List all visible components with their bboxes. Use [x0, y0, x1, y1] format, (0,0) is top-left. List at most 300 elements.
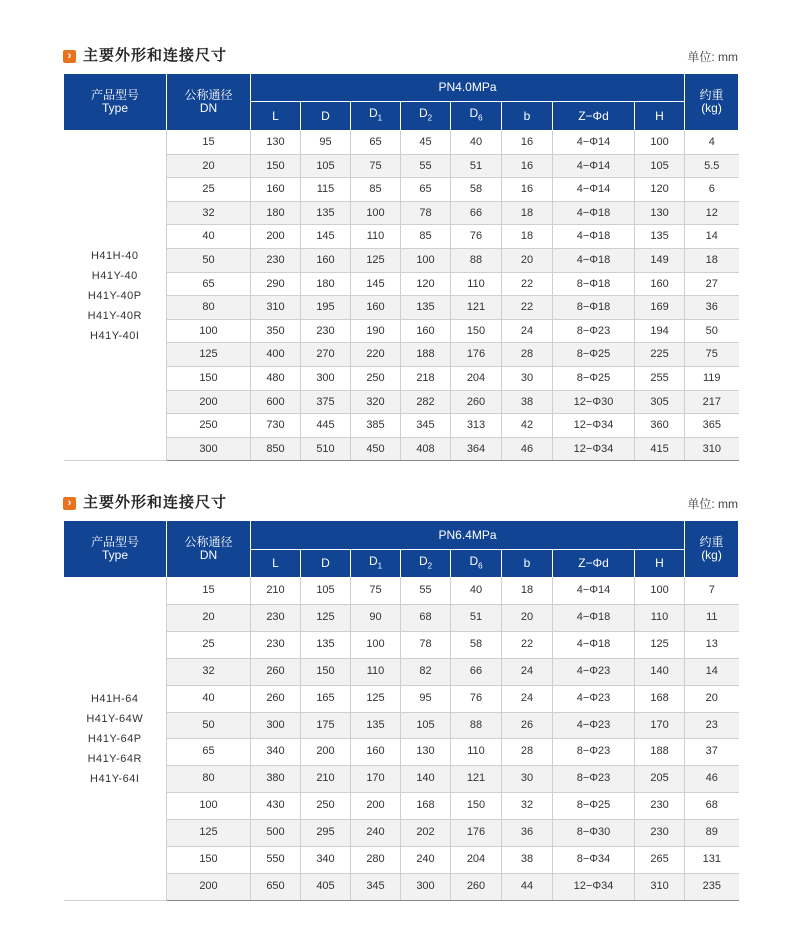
table-cell: 18 — [502, 225, 553, 249]
table-cell: 22 — [502, 296, 553, 320]
table-cell: 8−Φ30 — [553, 820, 635, 847]
table-cell: 600 — [251, 390, 301, 414]
table-cell: 175 — [301, 712, 351, 739]
table-cell: 121 — [451, 766, 502, 793]
table-cell: 345 — [351, 873, 401, 900]
table-cell: 140 — [635, 658, 685, 685]
table-cell: 260 — [451, 873, 502, 900]
table-cell: 4 — [685, 131, 739, 155]
table-cell: 140 — [401, 766, 451, 793]
table-cell: 100 — [351, 201, 401, 225]
table-cell: 20 — [167, 604, 251, 631]
table-cell: 36 — [685, 296, 739, 320]
table-cell: 255 — [635, 366, 685, 390]
table-cell: 176 — [451, 343, 502, 367]
table-cell: 85 — [351, 178, 401, 202]
table-cell: 27 — [685, 272, 739, 296]
table-cell: 12−Φ34 — [553, 873, 635, 900]
header-col-1: D — [301, 550, 351, 578]
table-cell: 340 — [301, 847, 351, 874]
header-type-cn: 产品型号 — [90, 535, 139, 549]
table-cell: 190 — [351, 319, 401, 343]
table-cell: 65 — [401, 178, 451, 202]
table-cell: 235 — [685, 873, 739, 900]
table-cell: 125 — [301, 604, 351, 631]
table-cell: 160 — [351, 296, 401, 320]
table-cell: 105 — [635, 154, 685, 178]
table-cell: 217 — [685, 390, 739, 414]
header-col-4: $D_6$ — [451, 550, 502, 578]
table-cell: 46 — [685, 766, 739, 793]
table-cell: 180 — [301, 272, 351, 296]
table-cell: 150 — [451, 793, 502, 820]
table-cell: 76 — [451, 225, 502, 249]
table-cell: 95 — [401, 685, 451, 712]
table-cell: 40 — [451, 578, 502, 605]
table-cell: 310 — [685, 437, 739, 461]
table-cell: 30 — [502, 366, 553, 390]
table-cell: 400 — [251, 343, 301, 367]
table-cell: 105 — [401, 712, 451, 739]
table-cell: 170 — [351, 766, 401, 793]
table-cell: 40 — [167, 685, 251, 712]
table-cell: 230 — [251, 604, 301, 631]
table-cell: 850 — [251, 437, 301, 461]
table-cell: 88 — [451, 248, 502, 272]
header-col-0: L — [251, 550, 301, 578]
table-cell: 4−Φ14 — [553, 154, 635, 178]
table-cell: 14 — [685, 225, 739, 249]
table-cell: 260 — [251, 658, 301, 685]
table-cell: 66 — [451, 201, 502, 225]
table-cell: 6 — [685, 178, 739, 202]
table-cell: 364 — [451, 437, 502, 461]
table-cell: 180 — [251, 201, 301, 225]
table-cell: 4−Φ18 — [553, 631, 635, 658]
header-dn-cn: 公称通径 — [184, 535, 233, 549]
table-cell: 295 — [301, 820, 351, 847]
table-cell: 50 — [167, 248, 251, 272]
table-cell: 100 — [167, 793, 251, 820]
table-cell: 160 — [401, 319, 451, 343]
table-cell: 110 — [451, 739, 502, 766]
table-cell: 24 — [502, 319, 553, 343]
header-type — [64, 521, 167, 578]
type-item: H41Y-64W — [86, 712, 144, 725]
type-item: H41Y-64P — [87, 732, 142, 745]
table-cell: 7 — [685, 578, 739, 605]
header-col-7: H — [635, 550, 685, 578]
header-col-5: b — [502, 102, 553, 131]
table-cell: 450 — [351, 437, 401, 461]
table-cell: 95 — [301, 131, 351, 155]
table-cell: 125 — [167, 820, 251, 847]
table-cell: 28 — [502, 343, 553, 367]
table-cell: 26 — [502, 712, 553, 739]
table-cell: 125 — [635, 631, 685, 658]
table-cell: 205 — [635, 766, 685, 793]
table-cell: 160 — [351, 739, 401, 766]
table-cell: 22 — [502, 631, 553, 658]
header-dn — [167, 74, 251, 131]
table-cell: 150 — [167, 847, 251, 874]
header-pressure: PN6.4MPa — [251, 521, 685, 550]
section-heading — [63, 493, 738, 513]
table-cell: 200 — [301, 739, 351, 766]
table-cell: 4−Φ18 — [553, 604, 635, 631]
table-cell: 18 — [502, 578, 553, 605]
header-weight-cn: 约重 — [699, 535, 724, 549]
table-cell: 4−Φ23 — [553, 712, 635, 739]
table-cell: 88 — [451, 712, 502, 739]
header-weight — [685, 521, 739, 578]
table-cell: 16 — [502, 131, 553, 155]
table-cell: 36 — [502, 820, 553, 847]
type-item: H41Y-64I — [90, 772, 140, 785]
table-cell: 100 — [167, 319, 251, 343]
table-cell: 160 — [635, 272, 685, 296]
header-weight — [685, 74, 739, 131]
table-cell: 121 — [451, 296, 502, 320]
table-cell: 89 — [685, 820, 739, 847]
table-cell: 131 — [685, 847, 739, 874]
table-cell: 5.5 — [685, 154, 739, 178]
table-cell: 58 — [451, 178, 502, 202]
table-cell: 80 — [167, 766, 251, 793]
table-cell: 4−Φ14 — [553, 131, 635, 155]
table-cell: 210 — [301, 766, 351, 793]
table-cell: 65 — [351, 131, 401, 155]
table-cell: 145 — [351, 272, 401, 296]
table-cell: 176 — [451, 820, 502, 847]
table-cell: 408 — [401, 437, 451, 461]
table-cell: 68 — [685, 793, 739, 820]
table-cell: 82 — [401, 658, 451, 685]
table-cell: 230 — [635, 793, 685, 820]
header-type — [64, 74, 167, 131]
table-cell: 38 — [502, 390, 553, 414]
type-list — [64, 578, 167, 901]
table-cell: 149 — [635, 248, 685, 272]
table-cell: 260 — [251, 685, 301, 712]
table-cell: 280 — [351, 847, 401, 874]
table-cell: 480 — [251, 366, 301, 390]
table-cell: 100 — [401, 248, 451, 272]
table-cell: 204 — [451, 366, 502, 390]
table-cell: 430 — [251, 793, 301, 820]
table-cell: 345 — [401, 414, 451, 438]
table-cell: 8−Φ25 — [553, 343, 635, 367]
table-cell: 51 — [451, 604, 502, 631]
table-cell: 220 — [351, 343, 401, 367]
table-cell: 135 — [401, 296, 451, 320]
table-cell: 290 — [251, 272, 301, 296]
table-cell: 8−Φ34 — [553, 847, 635, 874]
table-cell: 169 — [635, 296, 685, 320]
table-cell: 8−Φ18 — [553, 296, 635, 320]
table-cell: 415 — [635, 437, 685, 461]
table-cell: 105 — [301, 154, 351, 178]
type-item: H41H-40 — [90, 249, 139, 262]
table-cell: 65 — [167, 272, 251, 296]
table-cell: 300 — [401, 873, 451, 900]
table-cell: 46 — [502, 437, 553, 461]
header-type-en: Type — [101, 101, 128, 115]
header-type-en: Type — [101, 548, 128, 562]
spec-table — [63, 73, 739, 461]
table-cell: 4−Φ18 — [553, 248, 635, 272]
table-cell: 300 — [167, 437, 251, 461]
header-dn-en: DN — [199, 548, 218, 562]
table-cell: 160 — [251, 178, 301, 202]
table-cell: 4−Φ14 — [553, 578, 635, 605]
table-cell: 365 — [685, 414, 739, 438]
table-cell: 250 — [167, 414, 251, 438]
header-type-cn: 产品型号 — [90, 88, 139, 102]
table-cell: 32 — [502, 793, 553, 820]
table-cell: 23 — [685, 712, 739, 739]
table-cell: 50 — [167, 712, 251, 739]
table-cell: 51 — [451, 154, 502, 178]
table-cell: 380 — [251, 766, 301, 793]
table-cell: 195 — [301, 296, 351, 320]
table-cell: 360 — [635, 414, 685, 438]
table-cell: 125 — [167, 343, 251, 367]
table-cell: 230 — [301, 319, 351, 343]
table-cell: 15 — [167, 131, 251, 155]
table-cell: 204 — [451, 847, 502, 874]
table-cell: 12 — [685, 201, 739, 225]
table-cell: 120 — [401, 272, 451, 296]
table-cell: 55 — [401, 154, 451, 178]
table-cell: 20 — [167, 154, 251, 178]
table-cell: 200 — [167, 390, 251, 414]
table-cell: 375 — [301, 390, 351, 414]
header-weight-unit: (kg) — [701, 548, 722, 562]
table-cell: 30 — [502, 766, 553, 793]
table-cell: 25 — [167, 631, 251, 658]
table-cell: 230 — [251, 631, 301, 658]
table-cell: 8−Φ23 — [553, 739, 635, 766]
table-cell: 8−Φ23 — [553, 319, 635, 343]
table-cell: 260 — [451, 390, 502, 414]
table-cell: 135 — [635, 225, 685, 249]
table-cell: 150 — [167, 366, 251, 390]
spec-section-pn64 — [63, 493, 738, 892]
table-cell: 15 — [167, 578, 251, 605]
table-cell: 200 — [251, 225, 301, 249]
table-cell: 110 — [635, 604, 685, 631]
unit-label: 单位: mm — [687, 50, 738, 64]
table-cell: 50 — [685, 319, 739, 343]
table-cell: 28 — [502, 739, 553, 766]
table-cell: 75 — [351, 578, 401, 605]
table-cell: 24 — [502, 658, 553, 685]
table-cell: 18 — [685, 248, 739, 272]
table-cell: 8−Φ23 — [553, 766, 635, 793]
table-cell: 25 — [167, 178, 251, 202]
table-cell: 160 — [301, 248, 351, 272]
table-cell: 130 — [401, 739, 451, 766]
table-cell: 40 — [167, 225, 251, 249]
table-cell: 4−Φ18 — [553, 225, 635, 249]
table-cell: 44 — [502, 873, 553, 900]
table-cell: 78 — [401, 201, 451, 225]
table-cell: 4−Φ23 — [553, 685, 635, 712]
table-cell: 42 — [502, 414, 553, 438]
table-cell: 150 — [251, 154, 301, 178]
chevron-right-icon: › — [63, 497, 76, 510]
table-cell: 135 — [301, 201, 351, 225]
table-cell: 13 — [685, 631, 739, 658]
table-cell: 168 — [635, 685, 685, 712]
table-cell: 115 — [301, 178, 351, 202]
table-cell: 119 — [685, 366, 739, 390]
table-cell: 4−Φ18 — [553, 201, 635, 225]
table-cell: 445 — [301, 414, 351, 438]
table-cell: 265 — [635, 847, 685, 874]
table-cell: 210 — [251, 578, 301, 605]
header-dn — [167, 521, 251, 578]
table-cell: 68 — [401, 604, 451, 631]
header-col-4: $D_6$ — [451, 102, 502, 131]
table-cell: 130 — [251, 131, 301, 155]
type-item: H41Y-40P — [87, 289, 142, 302]
header-weight-unit: (kg) — [701, 101, 722, 115]
table-cell: 120 — [635, 178, 685, 202]
table-cell: 20 — [502, 604, 553, 631]
table-cell: 313 — [451, 414, 502, 438]
table-row — [64, 131, 739, 155]
table-cell: 340 — [251, 739, 301, 766]
table-cell: 110 — [351, 658, 401, 685]
table-cell: 300 — [251, 712, 301, 739]
table-cell: 100 — [351, 631, 401, 658]
table-cell: 76 — [451, 685, 502, 712]
table-cell: 300 — [301, 366, 351, 390]
table-cell: 32 — [167, 658, 251, 685]
table-cell: 8−Φ25 — [553, 366, 635, 390]
table-cell: 20 — [685, 685, 739, 712]
table-cell: 78 — [401, 631, 451, 658]
table-cell: 12−Φ34 — [553, 437, 635, 461]
table-cell: 405 — [301, 873, 351, 900]
table-cell: 45 — [401, 131, 451, 155]
table-cell: 200 — [167, 873, 251, 900]
table-cell: 250 — [301, 793, 351, 820]
table-cell: 320 — [351, 390, 401, 414]
table-cell: 65 — [167, 739, 251, 766]
header-col-2: $D_1$ — [351, 102, 401, 131]
header-col-6: Z−Φd — [553, 550, 635, 578]
table-cell: 100 — [635, 131, 685, 155]
table-cell: 150 — [451, 319, 502, 343]
header-col-3: $D_2$ — [401, 102, 451, 131]
table-cell: 305 — [635, 390, 685, 414]
table-cell: 225 — [635, 343, 685, 367]
table-cell: 282 — [401, 390, 451, 414]
header-col-1: D — [301, 102, 351, 131]
header-col-7: H — [635, 102, 685, 131]
table-cell: 650 — [251, 873, 301, 900]
table-cell: 150 — [301, 658, 351, 685]
type-item: H41Y-40R — [87, 309, 142, 322]
table-cell: 240 — [401, 847, 451, 874]
type-item: H41H-64 — [90, 692, 139, 705]
table-cell: 75 — [685, 343, 739, 367]
table-cell: 135 — [351, 712, 401, 739]
table-cell: 250 — [351, 366, 401, 390]
table-cell: 350 — [251, 319, 301, 343]
table-cell: 58 — [451, 631, 502, 658]
table-cell: 105 — [301, 578, 351, 605]
table-cell: 37 — [685, 739, 739, 766]
table-cell: 130 — [635, 201, 685, 225]
table-cell: 168 — [401, 793, 451, 820]
table-cell: 24 — [502, 685, 553, 712]
table-cell: 230 — [251, 248, 301, 272]
table-row — [64, 578, 739, 605]
table-cell: 200 — [351, 793, 401, 820]
table-cell: 500 — [251, 820, 301, 847]
type-item: H41Y-40I — [90, 329, 140, 342]
table-cell: 8−Φ25 — [553, 793, 635, 820]
header-dn-cn: 公称通径 — [184, 88, 233, 102]
spec-table — [63, 520, 739, 901]
table-cell: 310 — [251, 296, 301, 320]
table-cell: 194 — [635, 319, 685, 343]
table-cell: 730 — [251, 414, 301, 438]
table-cell: 202 — [401, 820, 451, 847]
table-cell: 40 — [451, 131, 502, 155]
table-cell: 66 — [451, 658, 502, 685]
table-cell: 110 — [451, 272, 502, 296]
header-col-6: Z−Φd — [553, 102, 635, 131]
table-cell: 12−Φ34 — [553, 414, 635, 438]
table-cell: 12−Φ30 — [553, 390, 635, 414]
table-cell: 110 — [351, 225, 401, 249]
type-list — [64, 131, 167, 461]
header-col-5: b — [502, 550, 553, 578]
table-cell: 125 — [351, 685, 401, 712]
table-cell: 20 — [502, 248, 553, 272]
table-cell: 230 — [635, 820, 685, 847]
table-cell: 80 — [167, 296, 251, 320]
table-cell: 32 — [167, 201, 251, 225]
table-cell: 188 — [401, 343, 451, 367]
unit-label: 单位: mm — [687, 497, 738, 511]
table-cell: 310 — [635, 873, 685, 900]
table-cell: 218 — [401, 366, 451, 390]
table-cell: 125 — [351, 248, 401, 272]
header-pressure: PN4.0MPa — [251, 74, 685, 102]
type-item: H41Y-40 — [91, 269, 138, 282]
header-col-2: $D_1$ — [351, 550, 401, 578]
table-cell: 90 — [351, 604, 401, 631]
table-cell: 55 — [401, 578, 451, 605]
header-dn-en: DN — [199, 101, 218, 115]
type-item: H41Y-64R — [87, 752, 142, 765]
table-cell: 240 — [351, 820, 401, 847]
header-weight-cn: 约重 — [699, 88, 724, 102]
table-cell: 38 — [502, 847, 553, 874]
table-cell: 85 — [401, 225, 451, 249]
table-cell: 145 — [301, 225, 351, 249]
table-cell: 135 — [301, 631, 351, 658]
table-cell: 170 — [635, 712, 685, 739]
table-cell: 11 — [685, 604, 739, 631]
table-cell: 4−Φ14 — [553, 178, 635, 202]
